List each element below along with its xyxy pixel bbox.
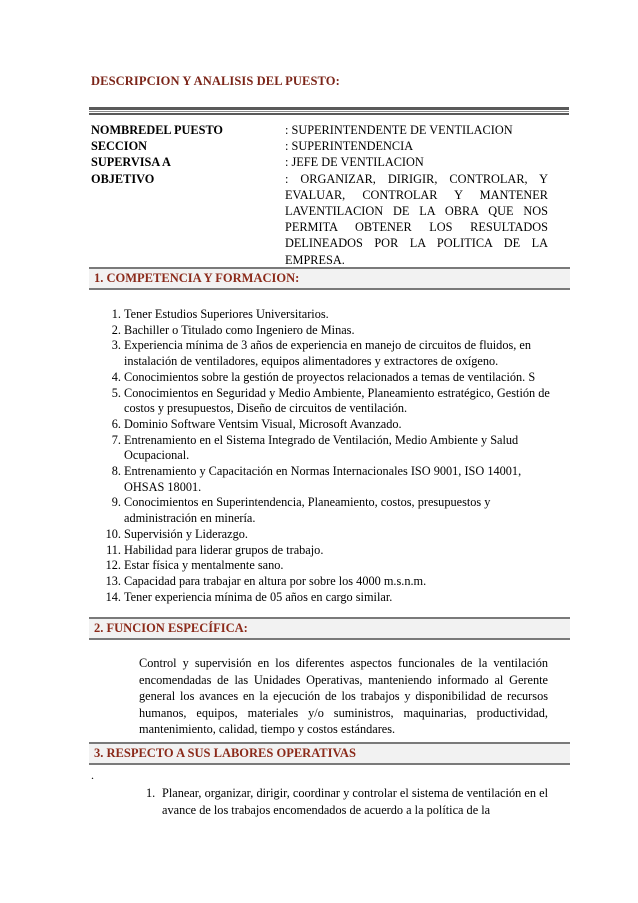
stray-dot: . bbox=[91, 768, 94, 782]
list-item bbox=[99, 543, 559, 559]
info-label: SUPERVISA A bbox=[91, 155, 171, 170]
section-heading: 1. COMPETENCIA Y FORMACION: bbox=[94, 271, 300, 285]
info-label: NOMBREDEL PUESTO bbox=[91, 123, 223, 137]
list-item bbox=[99, 495, 559, 526]
list-text: Estar física y mentalmente sano. bbox=[124, 558, 284, 573]
list-item bbox=[99, 417, 559, 433]
rule-middle bbox=[89, 111, 569, 112]
funcion-paragraph: Control y supervisión en los diferentes aspectos funcionales de la ventilación encomendadas de las Unidades Operativas, manteniendo informado al Gerente general los avances en la ejecución de los trabajos y disponibilidad de recursos humanos, equipos, materiales y/o suministros, maquinarias, productividad, mantenimiento, calidad, tiempo y costos estándares. bbox=[139, 656, 548, 736]
section-header-funcion bbox=[89, 617, 570, 640]
list-text: Conocimientos sobre la gestión de proyectos relacionados a temas de ventilación. S bbox=[124, 369, 536, 384]
list-number: 8. bbox=[111, 464, 121, 479]
info-row-objetivo bbox=[91, 171, 548, 268]
section-heading: 3. RESPECTO A SUS LABORES OPERATIVAS bbox=[94, 746, 356, 760]
list-text: Conocimientos en Superintendencia, Planeamiento, costos, presupuestos y administración en minería. bbox=[124, 495, 491, 526]
list-number: 13. bbox=[105, 573, 121, 588]
list-number: 1. bbox=[111, 307, 121, 321]
page-title: DESCRIPCION Y ANALISIS DEL PUESTO: bbox=[91, 74, 340, 88]
info-value: : JEFE DE VENTILACION bbox=[285, 155, 424, 170]
list-item bbox=[146, 785, 548, 818]
list-item bbox=[99, 574, 559, 590]
info-label: SECCION bbox=[91, 139, 148, 154]
list-text: Bachiller o Titulado como Ingeniero de Minas. bbox=[124, 322, 355, 337]
list-number: 3. bbox=[111, 338, 121, 353]
list-item bbox=[99, 464, 559, 495]
rule-top bbox=[89, 107, 569, 110]
list-item bbox=[99, 527, 559, 543]
info-row-seccion bbox=[91, 138, 548, 154]
list-item bbox=[99, 433, 559, 464]
info-label: OBJETIVO bbox=[91, 171, 155, 186]
info-value: : SUPERINTENDENCIA bbox=[285, 139, 414, 154]
list-text: Dominio Software Ventsim Visual, Microsoft Avanzado. bbox=[124, 416, 402, 431]
list-number: 2. bbox=[111, 322, 121, 337]
info-value: : ORGANIZAR, DIRIGIR, CONTROLAR, Y EVALUAR, CONTROLAR Y MANTENER LAVENTILACION DE LA OBRA QUE NOS PERMITA OBTENER LOS RESULTADOS DELINEADOS POR LA POLITICA DE LA EMPRESA. bbox=[285, 171, 548, 267]
list-item bbox=[99, 323, 559, 339]
list-text: Tener Estudios Superiores Universitarios. bbox=[124, 307, 329, 321]
list-item bbox=[99, 558, 559, 574]
list-number: 14. bbox=[105, 589, 121, 604]
rule-bottom bbox=[89, 113, 569, 115]
list-number: 5. bbox=[111, 385, 121, 400]
list-text: Planear, organizar, dirigir, coordinar y controlar el sistema de ventilación en el avance de los trabajos encomendados de acuerdo a la política de la bbox=[162, 786, 548, 817]
list-item bbox=[99, 590, 559, 606]
list-number: 1. bbox=[146, 786, 156, 800]
list-text: Habilidad para liderar grupos de trabajo. bbox=[124, 542, 324, 557]
section-header-competencia bbox=[89, 267, 570, 290]
list-text: Capacidad para trabajar en altura por sobre los 4000 m.s.n.m. bbox=[124, 573, 427, 588]
list-item bbox=[99, 370, 559, 386]
list-number: 4. bbox=[111, 369, 121, 384]
list-text: Experiencia mínima de 3 años de experiencia en manejo de circuitos de fluidos, en instalación de ventiladores, equipos alimentadores y extractores de oxígeno. bbox=[124, 338, 532, 369]
info-value: : SUPERINTENDENTE DE VENTILACION bbox=[285, 123, 513, 137]
list-number: 12. bbox=[105, 558, 121, 573]
list-number: 11. bbox=[106, 542, 121, 557]
competencia-list bbox=[99, 307, 559, 605]
section-heading: 2. FUNCION ESPECÍFICA: bbox=[94, 621, 248, 635]
job-info bbox=[91, 122, 548, 268]
labores-list bbox=[146, 785, 548, 818]
list-item bbox=[99, 338, 559, 369]
list-number: 10. bbox=[105, 526, 121, 541]
list-text: Tener experiencia mínima de 05 años en cargo similar. bbox=[124, 589, 393, 604]
list-text: Supervisión y Liderazgo. bbox=[124, 526, 248, 541]
section-header-labores bbox=[89, 742, 570, 765]
list-item bbox=[99, 386, 559, 417]
list-text: Conocimientos en Seguridad y Medio Ambiente, Planeamiento estratégico, Gestión de costos y presupuestos, Diseño de circuitos de ventilación. bbox=[124, 385, 550, 416]
list-item bbox=[99, 307, 559, 323]
list-number: 6. bbox=[111, 416, 121, 431]
info-row-supervisa bbox=[91, 154, 548, 170]
list-text: Entrenamiento en el Sistema Integrado de Ventilación, Medio Ambiente y Salud Ocupacional. bbox=[124, 432, 519, 463]
list-number: 9. bbox=[111, 495, 121, 510]
list-number: 7. bbox=[111, 432, 121, 447]
info-row-nombre bbox=[91, 122, 548, 138]
list-text: Entrenamiento y Capacitación en Normas Internacionales ISO 9001, ISO 14001, OHSAS 18001. bbox=[124, 464, 522, 494]
